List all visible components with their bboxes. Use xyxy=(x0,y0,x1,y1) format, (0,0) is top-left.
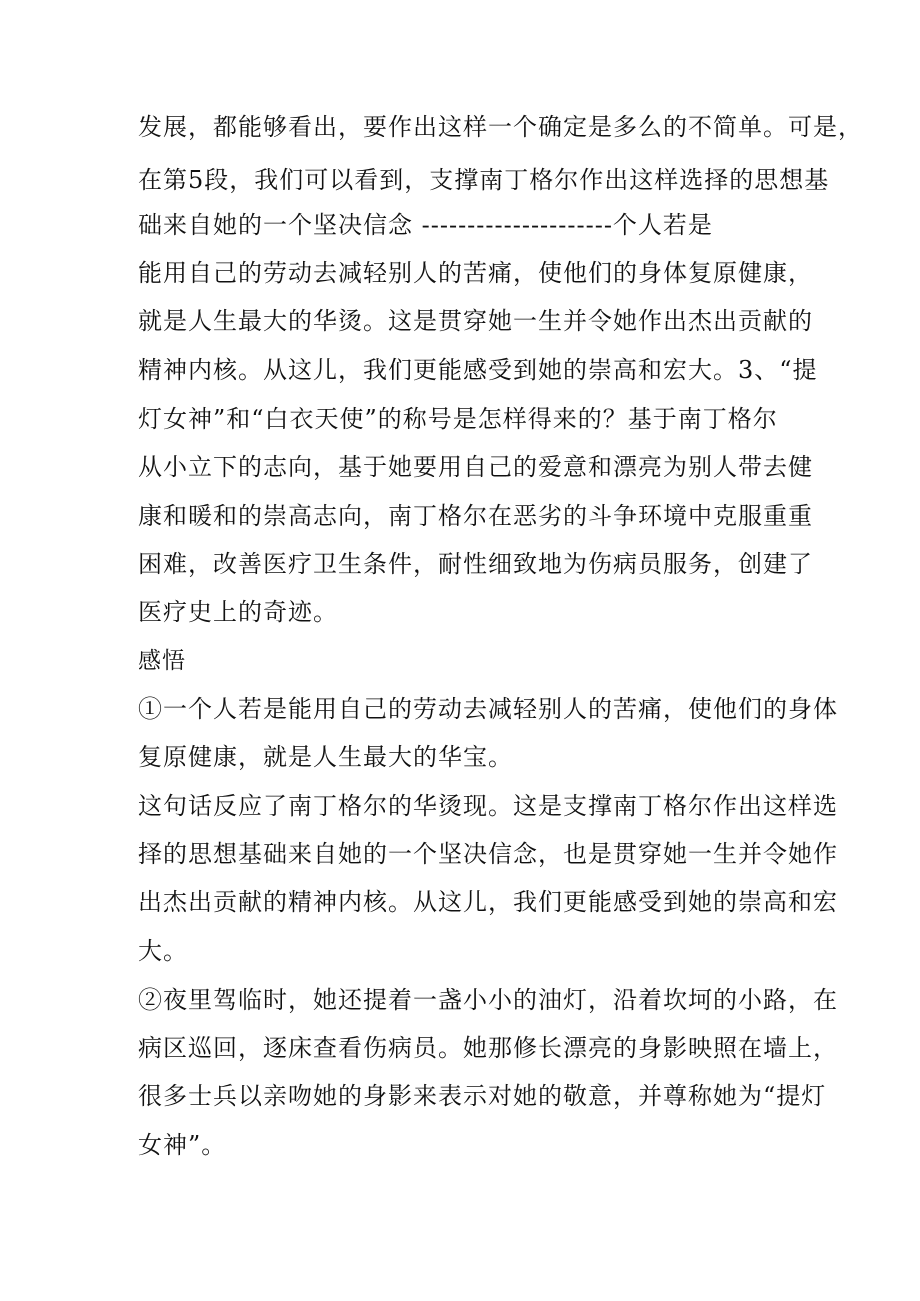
paragraph-line: 择的思想基础来自她的一个坚决信念，也是贯穿她一生并令她作 xyxy=(138,840,838,868)
paragraph-line: ①一个人若是能用自己的劳动去减轻别人的苦痛，使他们的身体 xyxy=(138,695,838,723)
paragraph-line: 灯女神”和“白衣天使”的称号是怎样得来的？基于南丁格尔 xyxy=(138,405,778,433)
paragraph-line: 从小立下的志向，基于她要用自己的爱意和漂亮为别人带去健 xyxy=(138,453,813,481)
section-heading: 感悟 xyxy=(138,648,186,674)
paragraph-line: 能用自己的劳动去减轻别人的苦痛，使他们的身体复原健康， xyxy=(138,259,813,287)
paragraph-line: 大。 xyxy=(138,937,188,965)
paragraph-line: ②夜里驾临时，她还提着一盏小小的油灯，沿着坎坷的小路，在 xyxy=(138,986,838,1014)
paragraph-line: 病区巡回，逐床查看伤病员。她那修长漂亮的身影映照在墙上， xyxy=(138,1034,838,1062)
paragraph-line: 很多士兵以亲吻她的身影来表示对她的敬意，并尊称她为“提灯 xyxy=(138,1082,827,1110)
paragraph-line: 女神”。 xyxy=(138,1131,227,1159)
paragraph-line: 发展，都能够看出，要作出这样一个确定是多么的不简单。可是， xyxy=(138,113,863,141)
paragraph-line: 康和暖和的崇高志向，南丁格尔在恶劣的斗争环境中克服重重 xyxy=(138,502,813,530)
paragraph-line: 复原健康，就是人生最大的华宝。 xyxy=(138,743,513,771)
paragraph-line: 医疗史上的奇迹。 xyxy=(138,598,338,626)
paragraph-line: 在第5段，我们可以看到，支撑南丁格尔作出这样选择的思想基 xyxy=(138,166,830,194)
paragraph-line: 困难，改善医疗卫生条件，耐性细致地为伤病员服务，创建了 xyxy=(138,550,813,578)
paragraph-line: 础来自她的一个坚决信念 ---------------------个人若是 xyxy=(138,211,713,239)
paragraph-line: 这句话反应了南丁格尔的华烫现。这是支撑南丁格尔作出这样选 xyxy=(138,792,838,820)
paragraph-line: 出杰出贡献的精神内核。从这儿，我们更能感受到她的崇高和宏 xyxy=(138,888,838,916)
paragraph-line: 就是人生最大的华烫。这是贯穿她一生并令她作出杰出贡献的 xyxy=(138,307,813,335)
paragraph-line: 精神内核。从这儿，我们更能感受到她的崇高和宏大。3、“提 xyxy=(138,356,818,384)
